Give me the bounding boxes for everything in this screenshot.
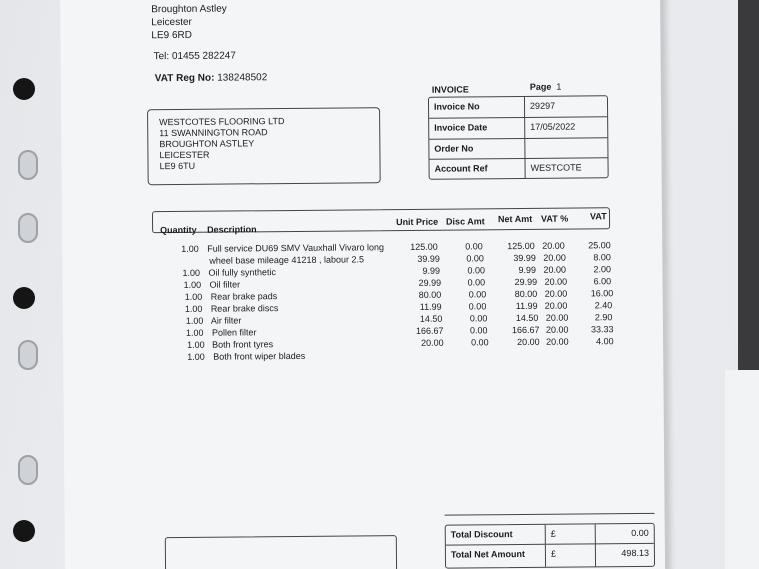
order-no-value [525, 138, 607, 159]
row-unit-price: 20.00 [421, 337, 444, 348]
row-net-amt: 29.99 [514, 276, 538, 288]
row-description: Both front wiper blades [213, 350, 306, 362]
totals-table [445, 523, 655, 569]
invoice-no-value: 29297 [525, 96, 607, 118]
row-vat: 16.00 [590, 288, 614, 299]
row-net-amt: 14.50 [515, 312, 539, 324]
row-qty: 1.00 [184, 303, 203, 314]
row-vat: 2.00 [593, 264, 612, 275]
row-description: wheel base mileage 41218 , labour 2.5 [209, 254, 365, 266]
currency-symbol: £ [546, 524, 596, 544]
binder-hole [18, 340, 38, 370]
row-vat: 4.00 [596, 336, 614, 347]
row-description: Both front tyres [212, 339, 274, 350]
binder-hole [13, 520, 35, 542]
seller-address-line: Leicester [151, 16, 192, 29]
binder-hole [13, 287, 35, 309]
row-vat-pct: 20.00 [542, 240, 565, 251]
row-vat: 8.00 [593, 252, 611, 263]
total-discount-label: Total Discount [446, 525, 546, 546]
row-disc-amt: 0.00 [468, 301, 487, 312]
row-description: Air filter [210, 315, 242, 326]
page-label: Page [529, 81, 552, 92]
totals-divider [445, 513, 655, 516]
account-ref-value: WESTCOTE [530, 162, 582, 173]
row-net-amt: 125.00 [507, 240, 535, 252]
row-disc-amt: 0.00 [468, 289, 487, 300]
row-unit-price: 9.99 [422, 265, 441, 276]
header-vat: VAT [589, 211, 607, 222]
row-vat-pct: 20.00 [543, 252, 566, 263]
seller-tel [154, 50, 236, 62]
row-qty: 1.00 [182, 267, 201, 278]
customer-address-line: 11 SWANNINGTON ROAD [159, 127, 268, 139]
row-qty: 1.00 [183, 279, 202, 290]
row-disc-amt: 0.00 [467, 265, 486, 276]
row-disc-amt: 0.00 [467, 277, 486, 288]
row-vat: 2.40 [594, 300, 613, 311]
row-unit-price: 125.00 [410, 241, 438, 252]
row-net-amt: 20.00 [517, 336, 540, 348]
customer-address-line: WESTCOTES FLOORING LTD [159, 116, 285, 128]
row-unit-price: 11.99 [419, 301, 442, 312]
header-description: Description [207, 224, 257, 235]
row-description: Full service DU69 SMV Vauxhall Vivaro long [207, 242, 385, 254]
vat-reg-value: 138248502 [217, 72, 268, 84]
invoice-meta-table [428, 95, 609, 180]
tel-label: Tel: [153, 51, 170, 63]
row-vat-pct: 20.00 [544, 276, 568, 287]
row-qty: 1.00 [181, 243, 199, 254]
header-quantity: Quantity [160, 224, 197, 236]
invoice-no-label: Invoice No [429, 97, 525, 119]
binder-hole [18, 455, 38, 485]
row-vat-pct: 20.00 [546, 336, 569, 347]
row-unit-price: 166.67 [415, 325, 444, 336]
row-disc-amt: 0.00 [469, 325, 488, 336]
row-description: Pollen filter [211, 327, 257, 338]
header-disc-amt: Disc Amt [445, 216, 485, 227]
row-vat: 33.33 [590, 324, 614, 335]
seller-vat-reg [155, 72, 268, 84]
row-vat-pct: 20.00 [545, 312, 569, 323]
row-description: Rear brake discs [210, 303, 279, 314]
header-vat-pct: VAT % [540, 213, 569, 224]
row-qty: 1.00 [185, 315, 204, 326]
row-vat-pct: 20.00 [544, 300, 568, 311]
row-net-amt: 11.99 [515, 300, 538, 312]
customer-address-line: LEICESTER [159, 149, 210, 161]
row-unit-price: 39.99 [417, 253, 440, 264]
row-description: Oil fully synthetic [208, 267, 277, 278]
page-value: 1 [556, 81, 562, 92]
binder-hole [13, 78, 35, 100]
total-net-label: Total Net Amount [446, 545, 546, 568]
header-net-amt: Net Amt [497, 213, 533, 225]
invoice-date-value: 17/05/2022 [525, 117, 607, 139]
seller-address-line: Broughton Astley [151, 3, 227, 16]
seller-address-line: LE9 6RD [151, 29, 193, 42]
row-description: Oil filter [209, 279, 241, 290]
page-number [530, 82, 562, 92]
total-net-value: 498.13 [621, 547, 649, 559]
row-net-amt: 80.00 [514, 288, 538, 300]
row-disc-amt: 0.00 [469, 313, 488, 324]
invoice-date-label: Invoice Date [429, 118, 525, 140]
row-disc-amt: 0.00 [471, 337, 489, 348]
row-unit-price: 14.50 [419, 313, 443, 324]
invoice-page [60, 0, 665, 569]
row-vat: 6.00 [593, 276, 612, 287]
total-discount-value: 0.00 [596, 524, 654, 545]
notes-box [165, 535, 397, 569]
customer-address-line: BROUGHTON ASTLEY [159, 138, 255, 150]
tel-value: 01455 282247 [171, 50, 236, 63]
invoice-title: INVOICE [431, 84, 469, 95]
binder-hole [18, 213, 38, 243]
customer-address-line: LE9 6TU [159, 160, 196, 172]
order-no-label: Order No [429, 139, 525, 160]
row-vat-pct: 20.00 [544, 288, 568, 299]
currency-symbol: £ [546, 544, 596, 566]
row-unit-price: 80.00 [418, 289, 442, 300]
row-qty: 1.00 [187, 351, 205, 362]
row-unit-price: 29.99 [418, 277, 442, 288]
row-qty: 1.00 [187, 339, 205, 350]
row-vat-pct: 20.00 [543, 264, 567, 275]
row-disc-amt: 0.00 [465, 241, 483, 252]
row-qty: 1.00 [184, 291, 203, 302]
row-net-amt: 39.99 [513, 252, 536, 264]
row-qty: 1.00 [185, 327, 204, 338]
row-vat: 25.00 [588, 240, 611, 251]
row-net-amt: 166.67 [511, 324, 540, 336]
row-vat: 2.90 [594, 312, 613, 323]
binder-hole [18, 150, 38, 180]
row-vat-pct: 20.00 [545, 324, 569, 335]
row-net-amt: 9.99 [518, 264, 537, 276]
row-description: Rear brake pads [210, 291, 278, 302]
vat-reg-label: VAT Reg No: [154, 72, 215, 85]
account-ref-label: Account Ref [429, 159, 525, 179]
back-page-corner [725, 370, 759, 569]
row-disc-amt: 0.00 [466, 253, 484, 264]
header-unit-price: Unit Price [395, 216, 439, 228]
